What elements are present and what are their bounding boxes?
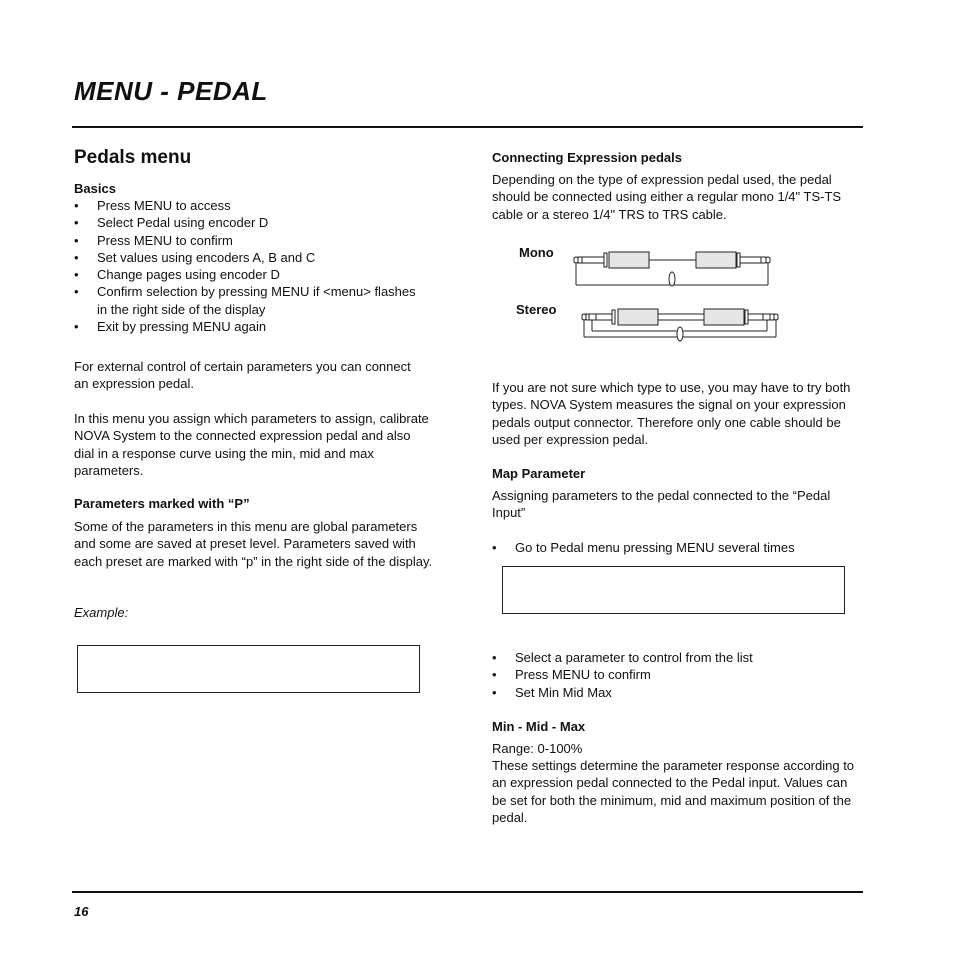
footer-rule: [72, 891, 863, 893]
page-title: MENU - PEDAL: [74, 76, 268, 106]
connecting-heading: Connecting Expression pedals: [492, 150, 682, 165]
map-bullets: [492, 539, 857, 556]
lcd-display-example: [77, 645, 420, 693]
intro-paragraph: For external control of certain parameters you can connect an expression pedal.: [74, 359, 411, 392]
select-bullets: [492, 649, 857, 701]
map-heading: Map Parameter: [492, 466, 586, 481]
list-item: • Select Pedal using encoder D: [74, 214, 424, 231]
list-item: • Go to Pedal menu pressing MENU several times: [492, 539, 857, 556]
minmax-heading: Min - Mid - Max: [492, 719, 586, 734]
lcd-display-map-param: [502, 566, 845, 614]
section-heading-pedals-menu: Pedals menu: [74, 147, 192, 168]
stereo-label: Stereo: [516, 302, 557, 317]
marked-paragraph: Some of the parameters in this menu are global parameters and some are saved at preset level. Parameters saved with each preset are marked with “p” in the right side of the display.: [74, 519, 433, 569]
range-text: Range: 0-100%: [492, 741, 583, 756]
list-item: • Press MENU to access: [74, 197, 424, 214]
list-item: • Change pages using encoder D: [74, 266, 424, 283]
header-rule: [72, 126, 863, 128]
connecting-paragraph: Depending on the type of expression pedal used, the pedal should be connected using either a regular mono 1/4" TS-TS cable or a stereo 1/4" TRS to TRS cable.: [492, 172, 842, 222]
lcd-line-1: [83, 692, 419, 693]
list-item: • Press MENU to confirm: [74, 232, 424, 249]
list-item: • Select a parameter to control from the list: [492, 649, 857, 666]
unsure-paragraph: If you are not sure which type to use, you may have to try both types. NOVA System measures the signal on your expression pedals output connector. Therefore only one cable should be used per expression pedal.: [492, 380, 851, 447]
list-item: • Confirm selection by pressing MENU if <menu> flashes in the right side of the display: [74, 283, 424, 318]
page-number: 16: [74, 904, 89, 919]
assign-paragraph: In this menu you assign which parameters to assign, calibrate NOVA System to the connected expression pedal and also dial in a response curve using the min, mid and max parameters.: [74, 411, 429, 478]
basics-list: [74, 197, 424, 335]
minmax-paragraph: These settings determine the parameter response according to an expression pedal connected to the Pedal input. Values can be set for both the minimum, mid and maximum position of the pedal.: [492, 758, 855, 825]
stereo-cable-illustration: [580, 303, 780, 345]
list-item: • Exit by pressing MENU again: [74, 318, 424, 335]
map-paragraph: Assigning parameters to the pedal connected to the “Pedal Input”: [492, 488, 831, 521]
example-label: Example:: [74, 605, 129, 620]
mono-cable-illustration: [570, 248, 780, 293]
lcd-line-1: [508, 613, 844, 614]
list-item: • Set Min Mid Max: [492, 684, 857, 701]
mono-label: Mono: [519, 245, 554, 260]
list-item: • Press MENU to confirm: [492, 666, 857, 683]
marked-heading: Parameters marked with “P”: [74, 496, 250, 511]
list-item: • Set values using encoders A, B and C: [74, 249, 424, 266]
basics-heading: Basics: [74, 181, 116, 196]
